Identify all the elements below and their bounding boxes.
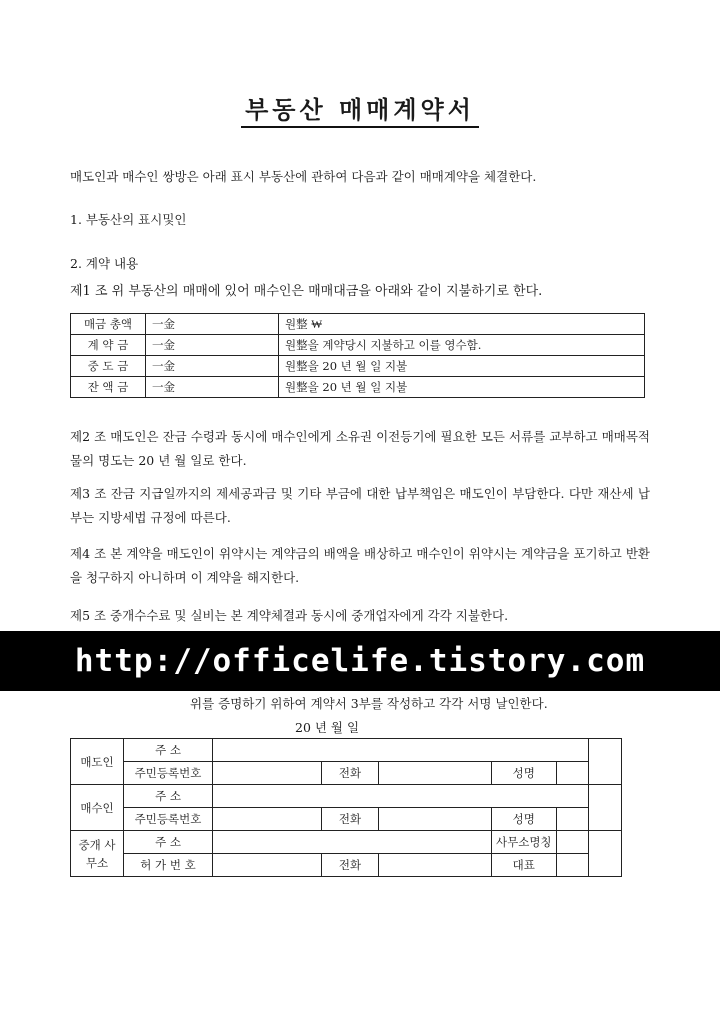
document-title-text: 부동산 매매계약서 [241,95,479,128]
seller-label: 매도인 [71,739,124,785]
agent-address-field[interactable] [213,831,492,854]
section-2-heading: 2. 계약 내용 [70,256,139,271]
seller-name-field[interactable] [556,762,588,785]
seller-resident-no-field[interactable] [213,762,322,785]
office-name-label: 사무소명칭 [492,831,557,854]
section-1-heading: 1. 부동산의 표시및인 [70,212,187,227]
payment-detail: 원整을 계약당시 지불하고 이를 영수함. [279,335,645,356]
article-1: 제1 조 위 부동산의 매매에 있어 매수인은 매매대금을 아래와 같이 지불하기로 한다. [70,284,543,299]
buyer-phone-field[interactable] [379,808,492,831]
address-label: 주 소 [124,785,213,808]
payment-label: 잔 액 금 [71,377,146,398]
contract-date-line: 20 년 월 일 [295,720,360,735]
buyer-label: 매수인 [71,785,124,831]
agent-seal-cell[interactable] [589,831,622,877]
watermark-banner [0,631,720,691]
payment-amount: 一金 [146,335,279,356]
signature-table [70,738,622,877]
seller-address-field[interactable] [213,739,589,762]
table-row [71,377,645,398]
agent-office-name-field[interactable] [556,831,588,854]
payment-detail: 원整 ₩ [279,314,645,335]
table-row [71,785,622,808]
table-row [71,808,622,831]
payment-detail: 원整을 20 년 월 일 지불 [279,356,645,377]
address-label: 주 소 [124,831,213,854]
phone-label: 전화 [322,762,379,785]
article-3: 제3 조 잔금 지급일까지의 제세공과금 및 기타 부금에 대한 납부책임은 매도인이 부담한다. 다만 재산세 납부는 지방세법 규정에 따른다. [70,486,650,525]
resident-no-label: 주민등록번호 [124,762,213,785]
address-label: 주 소 [124,739,213,762]
payment-amount: 一金 [146,356,279,377]
article-5: 제5 조 중개수수료 및 실비는 본 계약체결과 동시에 중개업자에게 각각 지불한다. [70,608,509,623]
payment-amount: 一金 [146,314,279,335]
name-label: 성명 [492,762,557,785]
agent-license-no-field[interactable] [213,854,322,877]
agent-rep-field[interactable] [556,854,588,877]
article-2: 제2 조 매도인은 잔금 수령과 동시에 매수인에게 소유권 이전등기에 필요한 모든 서류를 교부하고 매매목적물의 명도는 20 년 월 일로 한다. [70,429,650,468]
buyer-address-field[interactable] [213,785,589,808]
resident-no-label: 주민등록번호 [124,808,213,831]
closing-statement: 위를 증명하기 위하여 계약서 3부를 작성하고 각각 서명 날인한다. [190,696,548,711]
banner-url: http://officelife.tistory.com [74,643,646,679]
seller-seal-cell[interactable] [589,739,622,785]
table-row [71,739,622,762]
buyer-resident-no-field[interactable] [213,808,322,831]
phone-label: 전화 [322,854,379,877]
payment-table [70,313,645,398]
phone-label: 전화 [322,808,379,831]
intro-paragraph: 매도인과 매수인 쌍방은 아래 표시 부동산에 관하여 다음과 같이 매매계약을 체결한다. [70,169,537,184]
payment-amount: 一金 [146,377,279,398]
rep-label: 대표 [492,854,557,877]
table-row [71,314,645,335]
document-title [0,90,720,125]
table-row [71,854,622,877]
payment-label: 매금 총액 [71,314,146,335]
name-label: 성명 [492,808,557,831]
table-row [71,335,645,356]
buyer-name-field[interactable] [556,808,588,831]
payment-label: 중 도 금 [71,356,146,377]
table-row [71,762,622,785]
agent-phone-field[interactable] [379,854,492,877]
payment-label: 계 약 금 [71,335,146,356]
license-no-label: 허 가 번 호 [124,854,213,877]
article-4: 제4 조 본 계약을 매도인이 위약시는 계약금의 배액을 배상하고 매수인이 위약시는 계약금을 포기하고 반환을 청구하지 아니하며 이 계약을 해지한다. [70,546,650,585]
table-row [71,831,622,854]
seller-phone-field[interactable] [379,762,492,785]
payment-detail: 원整을 20 년 월 일 지불 [279,377,645,398]
table-row [71,356,645,377]
agent-label: 중개 사무소 [71,831,124,877]
buyer-seal-cell[interactable] [589,785,622,831]
